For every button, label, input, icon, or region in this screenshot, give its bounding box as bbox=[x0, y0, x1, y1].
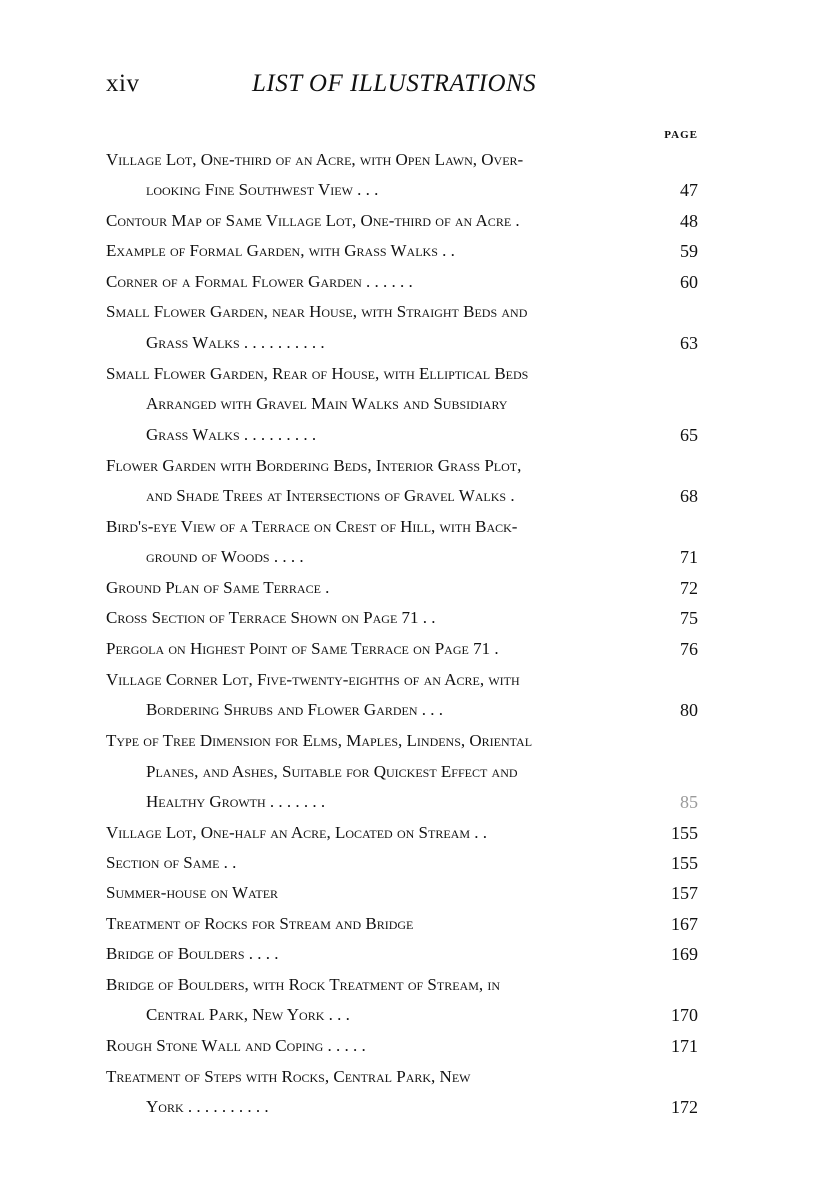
list-line bbox=[0, 425, 840, 453]
list-line bbox=[0, 823, 840, 851]
list-line bbox=[0, 883, 840, 911]
illustration-title: looking Fine Southwest View . . . bbox=[146, 180, 379, 199]
list-line bbox=[0, 792, 840, 820]
page-reference: 75 bbox=[680, 608, 698, 628]
illustration-title: Bridge of Boulders . . . . bbox=[106, 944, 279, 963]
illustration-title: Healthy Growth . . . . . . . bbox=[146, 792, 326, 811]
page-reference: 155 bbox=[671, 823, 698, 843]
illustration-title: Grass Walks . . . . . . . . . bbox=[146, 425, 317, 444]
list-line bbox=[0, 1067, 840, 1095]
page-number: xiv bbox=[106, 70, 140, 97]
list-line bbox=[0, 762, 840, 790]
illustration-title: Village Lot, One-half an Acre, Located on Stream . . bbox=[106, 823, 488, 842]
running-head: LIST OF ILLUSTRATIONS bbox=[252, 70, 537, 97]
illustration-title: Arranged with Gravel Main Walks and Subsidiary bbox=[146, 394, 508, 413]
list-line bbox=[0, 456, 840, 484]
illustration-title: Flower Garden with Bordering Beds, Interior Grass Plot, bbox=[106, 456, 522, 475]
page-reference: 169 bbox=[671, 944, 698, 964]
list-line bbox=[0, 1036, 840, 1064]
illustration-title: Cross Section of Terrace Shown on Page 71 . . bbox=[106, 608, 436, 627]
page-reference: 157 bbox=[671, 883, 698, 903]
illustration-title: ground of Woods . . . . bbox=[146, 547, 304, 566]
illustration-title: Bordering Shrubs and Flower Garden . . . bbox=[146, 700, 444, 719]
list-line bbox=[0, 1005, 840, 1033]
page-reference: 47 bbox=[680, 180, 698, 200]
list-line bbox=[0, 853, 840, 881]
page-reference: 71 bbox=[680, 547, 698, 567]
illustration-title: Rough Stone Wall and Coping . . . . . bbox=[106, 1036, 366, 1055]
illustration-title: Village Lot, One-third of an Acre, with Open Lawn, Over- bbox=[106, 150, 524, 169]
list-line bbox=[0, 608, 840, 636]
list-line bbox=[0, 639, 840, 667]
list-line bbox=[0, 914, 840, 942]
page-reference: 60 bbox=[680, 272, 698, 292]
list-line bbox=[0, 517, 840, 545]
list-line bbox=[0, 302, 840, 330]
illustration-title: Central Park, New York . . . bbox=[146, 1005, 350, 1024]
list-line bbox=[0, 333, 840, 361]
page-reference: 171 bbox=[671, 1036, 698, 1056]
list-line bbox=[0, 700, 840, 728]
illustration-title: Bird's-eye View of a Terrace on Crest of Hill, with Back- bbox=[106, 517, 518, 536]
page-reference: 85 bbox=[680, 792, 698, 812]
list-line bbox=[0, 975, 840, 1003]
page-reference: 59 bbox=[680, 241, 698, 261]
illustration-title: Village Corner Lot, Five-twenty-eighths of an Acre, with bbox=[106, 670, 520, 689]
page-column-label: PAGE bbox=[664, 129, 698, 141]
illustration-title: Planes, and Ashes, Suitable for Quickest Effect and bbox=[146, 762, 518, 781]
illustration-title: and Shade Trees at Intersections of Gravel Walks . bbox=[146, 486, 515, 505]
page-reference: 63 bbox=[680, 333, 698, 353]
illustration-title: Grass Walks . . . . . . . . . . bbox=[146, 333, 325, 352]
illustration-title: Type of Tree Dimension for Elms, Maples, Lindens, Oriental bbox=[106, 731, 533, 750]
page-reference: 80 bbox=[680, 700, 698, 720]
illustration-title: Example of Formal Garden, with Grass Walks . . bbox=[106, 241, 455, 260]
page-reference: 155 bbox=[671, 853, 698, 873]
page-reference: 167 bbox=[671, 914, 698, 934]
list-line bbox=[0, 394, 840, 422]
list-line bbox=[0, 272, 840, 300]
list-line bbox=[0, 241, 840, 269]
page-reference: 72 bbox=[680, 578, 698, 598]
page-reference: 48 bbox=[680, 211, 698, 231]
list-line bbox=[0, 364, 840, 392]
illustration-title: Ground Plan of Same Terrace . bbox=[106, 578, 330, 597]
list-line bbox=[0, 180, 840, 208]
illustration-title: Treatment of Rocks for Stream and Bridge bbox=[106, 914, 414, 933]
list-line bbox=[0, 944, 840, 972]
illustration-title: Section of Same . . bbox=[106, 853, 237, 872]
illustration-title: Contour Map of Same Village Lot, One-third of an Acre . bbox=[106, 211, 520, 230]
illustration-title: Small Flower Garden, near House, with Straight Beds and bbox=[106, 302, 528, 321]
page-reference: 68 bbox=[680, 486, 698, 506]
list-line bbox=[0, 486, 840, 514]
page-reference: 65 bbox=[680, 425, 698, 445]
illustration-title: Pergola on Highest Point of Same Terrace on Page 71 . bbox=[106, 639, 499, 658]
page-reference: 170 bbox=[671, 1005, 698, 1025]
illustration-title: Treatment of Steps with Rocks, Central Park, New bbox=[106, 1067, 471, 1086]
list-line bbox=[0, 578, 840, 606]
page-reference: 76 bbox=[680, 639, 698, 659]
illustration-title: Summer-house on Water bbox=[106, 883, 279, 902]
list-line bbox=[0, 1097, 840, 1125]
illustration-title: Corner of a Formal Flower Garden . . . . . . bbox=[106, 272, 413, 291]
list-line bbox=[0, 150, 840, 178]
illustration-title: Bridge of Boulders, with Rock Treatment of Stream, in bbox=[106, 975, 501, 994]
list-line bbox=[0, 731, 840, 759]
list-line bbox=[0, 211, 840, 239]
list-line bbox=[0, 547, 840, 575]
page-reference: 172 bbox=[671, 1097, 698, 1117]
illustration-title: Small Flower Garden, Rear of House, with Elliptical Beds bbox=[106, 364, 529, 383]
list-line bbox=[0, 670, 840, 698]
illustration-title: York . . . . . . . . . . bbox=[146, 1097, 269, 1116]
